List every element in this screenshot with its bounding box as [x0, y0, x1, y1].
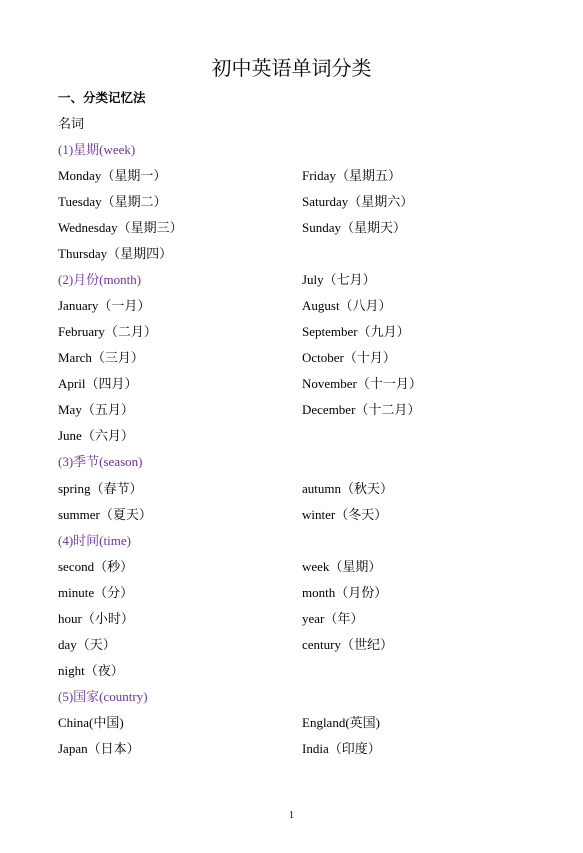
word-monday: Monday（星期一）: [58, 168, 167, 183]
page-title: 初中英语单词分类: [211, 56, 372, 80]
word-century: century（世纪）: [302, 637, 393, 652]
word-wednesday: Wednesday（星期三）: [58, 220, 183, 235]
word-winter: winter（冬天）: [302, 507, 388, 522]
word-england: England(英国): [302, 715, 380, 730]
word-day: day（天）: [58, 637, 116, 652]
word-july: July（七月）: [302, 272, 376, 287]
word-spring: spring（春节）: [58, 481, 143, 496]
word-tuesday: Tuesday（星期二）: [58, 194, 167, 209]
word-autumn: autumn（秋天）: [302, 481, 393, 496]
word-november: November（十一月）: [302, 376, 422, 391]
category-country: (5)国家(country): [58, 689, 148, 704]
word-april: April（四月）: [58, 376, 138, 391]
word-night: night（夜）: [58, 663, 124, 678]
word-minute: minute（分）: [58, 585, 134, 600]
word-friday: Friday（星期五）: [302, 168, 401, 183]
word-thursday: Thursday（星期四）: [58, 246, 173, 261]
word-june: June（六月）: [58, 428, 134, 443]
word-hour: hour（小时）: [58, 611, 134, 626]
word-august: August（八月）: [302, 298, 392, 313]
word-december: December（十二月）: [302, 402, 421, 417]
word-january: January（一月）: [58, 298, 151, 313]
category-season: (3)季节(season): [58, 454, 143, 469]
category-time: (4)时间(time): [58, 533, 131, 548]
word-march: March（三月）: [58, 350, 144, 365]
category-month: (2)月份(month): [58, 272, 142, 287]
word-may: May（五月）: [58, 402, 134, 417]
word-february: February（二月）: [58, 324, 157, 339]
word-week: week（星期）: [302, 559, 382, 574]
word-japan: Japan（日本）: [58, 741, 140, 756]
section-heading: 一、分类记忆法: [58, 90, 146, 105]
word-summer: summer（夏天）: [58, 507, 152, 522]
word-second: second（秒）: [58, 559, 134, 574]
word-india: India（印度）: [302, 741, 381, 756]
word-saturday: Saturday（星期六）: [302, 194, 414, 209]
page-number: 1: [289, 810, 294, 821]
word-sunday: Sunday（星期天）: [302, 220, 407, 235]
noun-label: 名词: [58, 116, 85, 131]
word-china: China(中国): [58, 715, 124, 730]
word-october: October（十月）: [302, 350, 396, 365]
category-week: (1)星期(week): [58, 142, 136, 157]
word-month: month（月份）: [302, 585, 388, 600]
word-september: September（九月）: [302, 324, 410, 339]
word-year: year（年）: [302, 611, 364, 626]
